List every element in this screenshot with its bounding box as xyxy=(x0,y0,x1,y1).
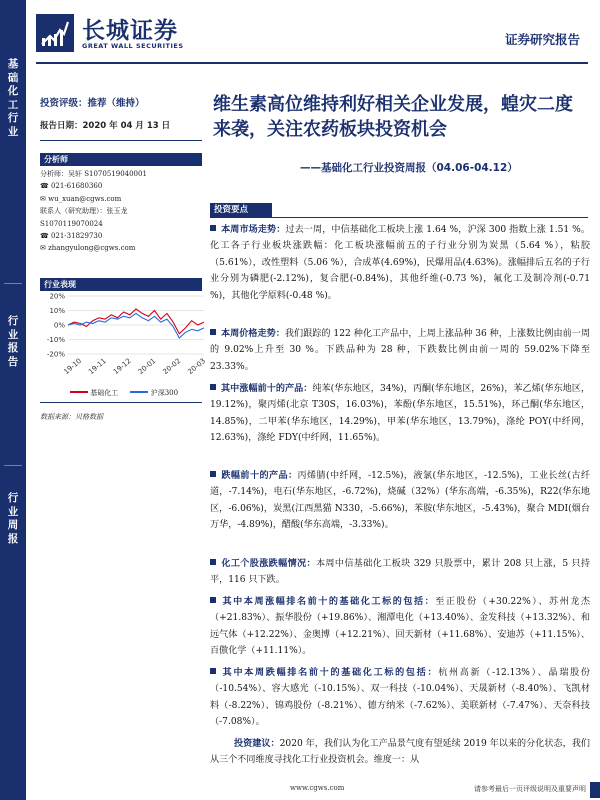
chart-y-tick: -20% xyxy=(46,350,65,359)
bullet-icon xyxy=(210,225,216,231)
paragraph-investment-advice xyxy=(210,736,590,770)
paragraph-keyword: 其中本周涨幅排名前十的基础化工标的包括： xyxy=(221,597,436,607)
sidebar-label-industry: 基 础 化 工 行 业 xyxy=(7,58,19,138)
paragraph-text: 本周中信基础化工板块 329 只股票中，累计 208 只上涨，5 只持平，116 只下跌。 xyxy=(210,559,590,586)
header-rule xyxy=(36,62,588,64)
analyst-line: 分析师：吴轩 S1070519040001 xyxy=(40,170,147,178)
sidebar-divider xyxy=(4,283,22,284)
paragraph-text: 至正股份（+30.22%）、苏州龙杰（+21.83%）、振华股份（+19.86%）、湘潭电化（+13.40%）、金发科技（+13.32%）、和远气体（+12.22%）、金奥博（+12.21%）、回天新材（+11.68%）、安迪苏（+11.15%）、百傲化学（+11.11%）。 xyxy=(210,597,590,657)
company-name: 长城证券 xyxy=(82,18,178,44)
series-line-chem xyxy=(68,309,204,334)
meta-rule xyxy=(40,140,202,141)
chart-y-tick: 0% xyxy=(53,321,65,330)
industry-performance-chart xyxy=(40,292,208,384)
legend-label-chem: 基础化工 xyxy=(90,389,119,397)
bullet-icon xyxy=(210,384,216,390)
paragraph-text: 过去一周，中信基础化工板块上涨 1.64 %，沪深 300 指数上涨 1.51 %。化工各子行业板块涨跌幅：化工板块涨幅前五的子行业分别为炭黑（5.64 %），粘胶（5.61%），改性塑料（5.06 %），合成革(4.69%)，民爆用品(4.63%)。涨幅排后五名的子行业分别为磷肥(-2.12%)，复合肥(-0.84%)，其他纤维(-0.73 %)，氟化工及制冷剂(-0.71 %)，其他化学原料(-0.48 %)。 xyxy=(210,225,590,301)
paragraph-top-losers xyxy=(210,468,590,534)
section-rule xyxy=(272,217,588,218)
investment-rating: 投资评级：推荐（维持） xyxy=(40,98,145,109)
chart-y-tick: -10% xyxy=(46,336,65,344)
chart-x-tick: 19-10 xyxy=(62,356,84,377)
chart-y-tick: 20% xyxy=(49,292,65,301)
chart-x-tick: 20-03 xyxy=(186,356,208,377)
bullet-icon xyxy=(210,668,216,674)
sidebar-label-weekly: 行 业 周 报 xyxy=(7,492,19,545)
bullet-icon xyxy=(210,329,216,335)
paragraph-price-trend xyxy=(210,326,590,375)
legend-swatch-hs300 xyxy=(130,391,148,393)
contact-line: 联系人（研究助理）：张玉龙 xyxy=(40,207,128,216)
series-line-hs300 xyxy=(68,313,204,338)
paragraph-top-stocks xyxy=(210,594,590,660)
paragraph-keyword: 其中本周跌幅排名前十的基础化工标的包括： xyxy=(221,668,439,678)
paragraph-text: 杭州高新（-12.13%）、晶瑞股份（-10.54%）、容大感光（-10.15%）、双一科技（-10.04%）、天晟新材（-8.40%）、飞凯材料（-8.22%）、锦鸡股份（-8.21%）、德方纳米（-7.62%）、美联新材（-7.47%）、天奈科技（-7.08%）。 xyxy=(210,668,590,728)
chart-rule xyxy=(40,402,202,403)
paragraph-keyword: 本周市场走势： xyxy=(221,225,286,235)
paragraph-bottom-stocks xyxy=(210,665,590,731)
legend-label-hs300: 沪深300 xyxy=(150,389,179,397)
chart-source: 数据来源：贝格数据 xyxy=(40,413,103,421)
report-subtitle: ——基础化工行业投资周报（04.06-04.12） xyxy=(300,162,518,174)
analyst-header: 分析师 xyxy=(40,153,202,166)
paragraph-text: 丙烯腈(中纤网，-12.5%)，液氯(华东地区，-12.5%)，工业长丝(古纤道，-7.14%)，电石(华东地区，-6.72%)，烧碱（32%）(华东高端，-6.35%)，R22(华东地区，-6.06%)，炭黑(江西黑猫 N330，-5.66%)，苯胺(华东地区，-5.43%)，聚合 MDI(烟台万华，-4.89%)，醋酸(华东高端，-3.33%)。 xyxy=(210,471,590,531)
analyst-phone: ☎ 021-61680360 xyxy=(40,182,103,191)
chart-x-tick: 20-01 xyxy=(136,356,158,377)
analyst-info xyxy=(40,168,202,255)
chart-x-tick: 19-11 xyxy=(87,356,108,377)
paragraph-text: 2020 年，我们认为化工产品景气度有望延续 2019 年以来的分化状态，我们从三个不同维度寻找化工行业投资机会。维度一：从 xyxy=(210,739,590,766)
page-marker xyxy=(590,782,600,798)
paragraph-keyword: 跌幅前十的产品： xyxy=(221,471,298,481)
paragraph-text: 我们跟踪的 122 种化工产品中，上周上涨品种 36 种，上涨数比例由前一周的 9.02%上升至 30 %。下跌品种为 28 种，下跌数比例由前一周的 59.02%下降至 23.33%。 xyxy=(210,329,590,372)
paragraph-keyword: 投资建议： xyxy=(234,739,280,749)
bullet-icon xyxy=(210,597,216,603)
footer-disclaimer: 请参考最后一页评级说明及重要声明 xyxy=(474,785,586,793)
report-type: 证券研究报告 xyxy=(504,32,580,47)
sidebar-label-report: 行 业 报 告 xyxy=(7,315,19,368)
contact-phone: ☎ 021-31829730 xyxy=(40,232,103,241)
chart-y-tick: 10% xyxy=(49,307,65,315)
section-header: 投资要点 xyxy=(210,203,272,218)
footer-url[interactable]: www.cgws.com xyxy=(290,784,345,792)
contact-cert: S1070119070024 xyxy=(40,219,103,228)
bullet-icon xyxy=(210,559,216,565)
analyst-email[interactable]: ✉ wu_xuan@cgws.com xyxy=(40,194,122,203)
paragraph-keyword: 化工个股涨跌幅情况： xyxy=(221,559,316,569)
paragraph-text: 纯苯(华东地区，34%)，丙酮(华东地区，26%)，苯乙烯(华东地区，19.12%)，聚丙烯(北京 T30S，16.03%)，苯酚(华东地区，15.51%)，环己酮(华东地区，14.85%)，二甲苯(华东地区，14.29%)，甲苯(华东地区，13.79%)，涤纶 POY(中纤网，12.63%)，涤纶 FDY(中纤网，11.65%)。 xyxy=(210,384,590,444)
paragraph-keyword: 其中涨幅前十的产品： xyxy=(221,384,313,394)
chart-header: 行业表现 xyxy=(40,278,202,291)
paragraph-market-trend xyxy=(210,222,590,304)
sidebar-divider xyxy=(4,465,22,466)
chart-legend xyxy=(40,386,202,398)
company-logo-icon xyxy=(36,14,74,52)
report-date: 报告日期：2020 年 04 月 13 日 xyxy=(40,121,171,131)
paragraph-top-gainers xyxy=(210,381,590,447)
chart-x-tick: 20-02 xyxy=(161,356,183,377)
contact-email[interactable]: ✉ zhangyulong@cgws.com xyxy=(40,244,136,253)
report-title: 维生素高位维持利好相关企业发展，蝗灾二度来袭，关注农药板块投资机会 xyxy=(213,94,573,140)
bullet-icon xyxy=(210,471,216,477)
chart-x-tick: 19-12 xyxy=(111,356,133,377)
company-name-en: GREAT WALL SECURITIES xyxy=(82,42,184,50)
paragraph-keyword: 本周价格走势： xyxy=(221,329,285,339)
legend-swatch-chem xyxy=(70,391,88,393)
paragraph-stock-moves xyxy=(210,556,590,589)
